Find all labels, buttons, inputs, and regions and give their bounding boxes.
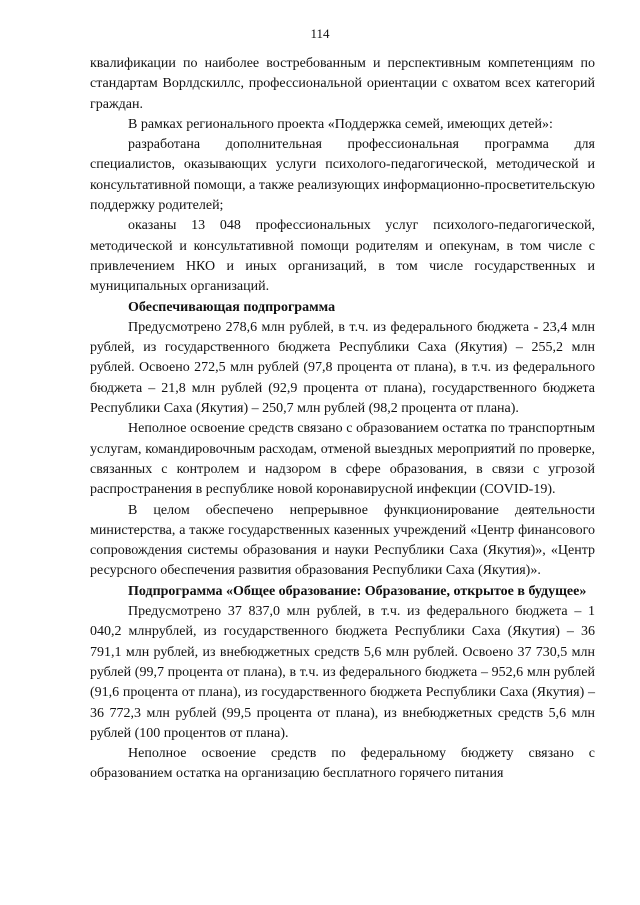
section-heading-support-subprogram: Обеспечивающая подпрограмма [128, 299, 336, 315]
paragraph-services-provided: оказаны 13 048 профессиональных услуг психолого-педагогической, методической и консультативной помощи родителям и опекунам, в том числе с привлечением НКО и иных организаций, в том числе государственных и муниципальных организаций. [90, 218, 595, 295]
page-number: 114 [310, 26, 330, 41]
paragraph-general-underuse: Неполное освоение средств по федеральному бюджету связано с образованием остатка на организацию бесплатного горячего питания [90, 746, 595, 782]
paragraph-regional-project: В рамках регионального проекта «Поддержка семей, имеющих детей»: [128, 116, 553, 132]
paragraph-continuation: квалификации по наиболее востребованным и перспективным компетенциям по стандартам Ворлдскиллс, профессиональной ориентации с охватом всех категорий граждан. [90, 56, 595, 112]
paragraph-support-underuse: Неполное освоение средств связано с образованием остатка по транспортным услугам, командировочным расходам, отменой выездных мероприятий по проверке, связанных с контролем и надзором в сфере образования, в связи с угрозой распространения в республике новой коронавирусной инфекции (COVID-19). [90, 421, 595, 498]
page-body [90, 54, 595, 785]
paragraph-support-funding: Предусмотрено 278,6 млн рублей, в т.ч. из федерального бюджета - 23,4 млн рублей, из государственного бюджета Республики Саха (Якутия) – 255,2 млн рублей. Освоено 272,5 млн рублей (97,8 процента от плана), в т.ч. из федерального бюджета – 21,8 млн рублей (92,9 процента от плана), государственного бюджета Республики Саха (Якутия) – 250,7 млн рублей (98,2 процента от плана). [90, 319, 595, 417]
paragraph-general-funding: Предусмотрено 37 837,0 млн рублей, в т.ч. из федерального бюджета – 1 040,2 млнрублей, из государственного бюджета Республики Саха (Якутия) – 36 791,1 млн рублей, из внебюджетных средств 5,6 млн рублей. Освоено 37 730,5 млн рублей (99,7 процента от плана), в т.ч. из федерального бюджета – 952,6 млн рублей (91,6 процента от плана), из государственного бюджета Республики Саха (Якутия) – 36 772,3 млн рублей (99,5 процента от плана), из внебюджетных средств 5,6 млн рублей (100 процентов от плана). [90, 604, 595, 741]
section-heading-general-education: Подпрограмма «Общее образование: Образование, открытое в будущее» [128, 583, 587, 599]
paragraph-support-operation: В целом обеспечено непрерывное функционирование деятельности министерства, а также государственных казенных учреждений «Центр финансового сопровождения системы образования и науки Республики Саха (Якутия)», «Центр ресурсного обеспечения развития образования Республики Саха (Якутия)». [90, 502, 595, 579]
paragraph-program-developed: разработана дополнительная профессиональная программа для специалистов, оказывающих услуги психолого-педагогической, методической и консультативной помощи, а также реализующих информационно-просветительскую поддержку родителей; [90, 137, 595, 214]
